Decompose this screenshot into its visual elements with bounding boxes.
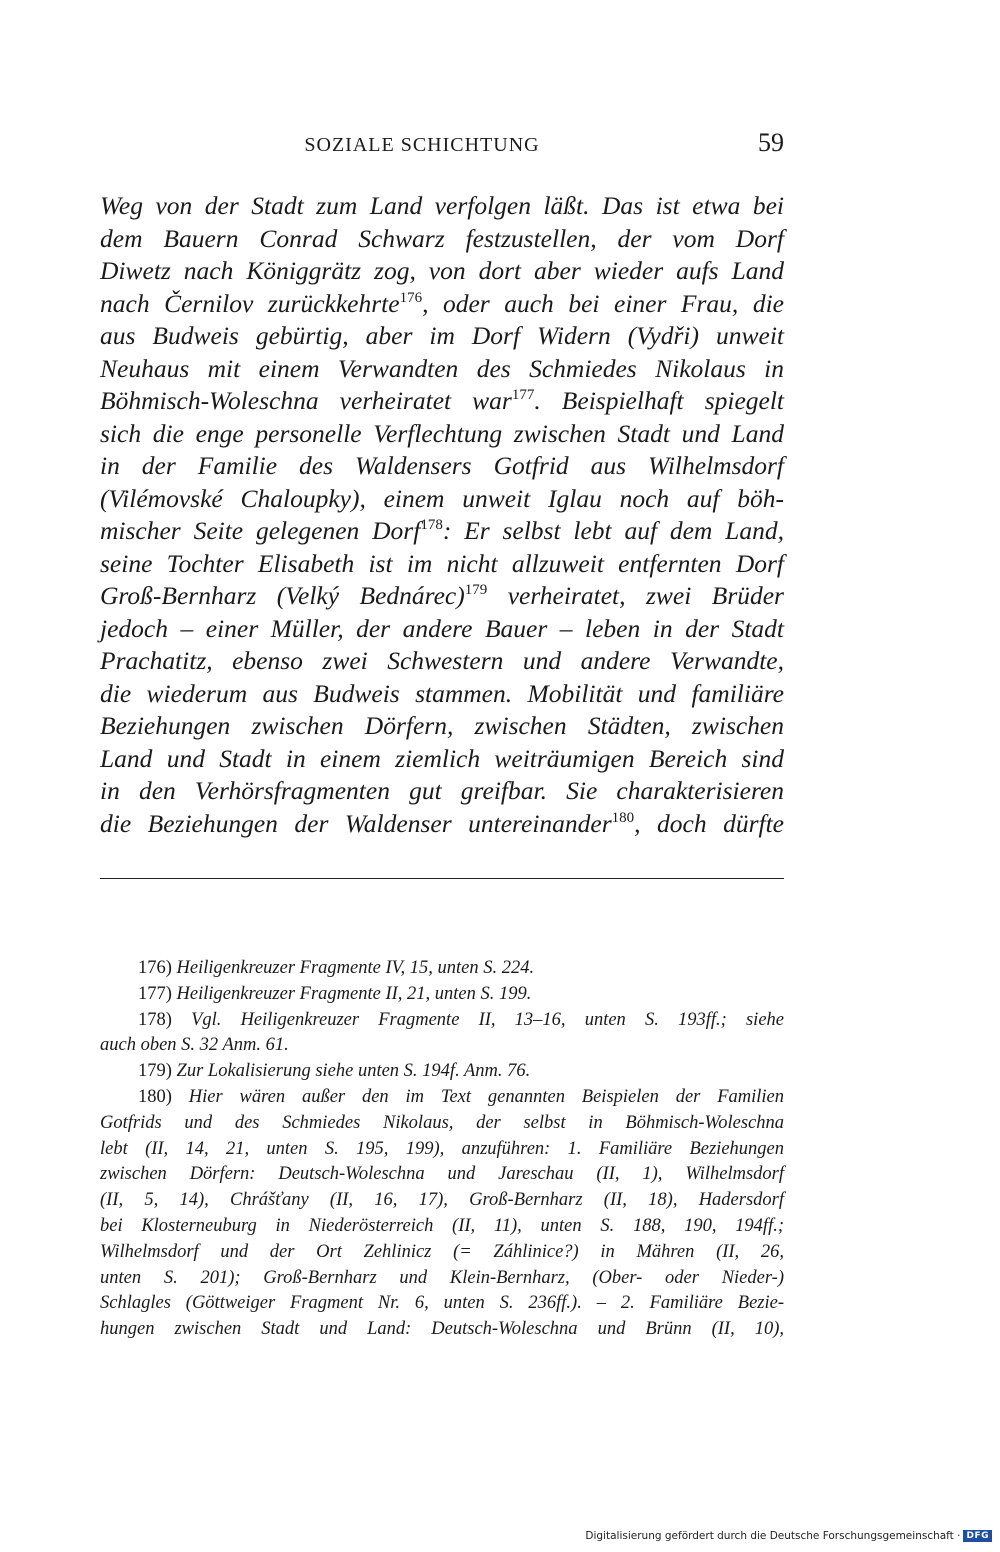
body-line	[100, 385, 784, 418]
body-line-text: Groß-Bernharz (Velký Bednárec)	[100, 581, 465, 610]
body-line-text: in der Familie des Waldensers Gotfrid aus Wilhelmsdorf	[100, 451, 784, 480]
body-line-text: nach Černilov zurückkehrte	[100, 288, 400, 318]
digitization-credit	[585, 1530, 992, 1542]
body-line	[100, 808, 784, 841]
body-line-text: Weg von der Stadt zum Land verfolgen läßt. Das ist etwa bei	[100, 191, 784, 220]
footnote-line	[100, 1291, 784, 1317]
body-line	[100, 743, 784, 776]
body-line-text: die wiederum aus Budweis stammen. Mobilität und familiäre	[100, 678, 784, 708]
body-line	[100, 353, 784, 386]
body-line	[100, 678, 784, 711]
body-line	[100, 580, 784, 613]
body-line-text: Land und Stadt in einem ziemlich weiträumigen Bereich sind	[100, 743, 784, 773]
footnote-line	[100, 1266, 784, 1292]
body-line	[100, 645, 784, 678]
footnote-line	[100, 956, 784, 982]
footnote-number: 179)	[138, 1061, 172, 1082]
footnote-reference: 178	[420, 517, 443, 533]
body-line-text: jedoch – einer Müller, der andere Bauer – leben in der Stadt	[100, 613, 784, 643]
footnotes	[100, 956, 784, 1343]
footnote-line	[100, 1137, 784, 1163]
footnote-text: zwischen Dörfern: Deutsch-Woleschna und Jareschau (II, 1), Wilhelmsdorf	[100, 1164, 784, 1185]
footnote-line	[100, 1111, 784, 1137]
body-line	[100, 288, 784, 321]
body-line	[100, 483, 784, 516]
footnote-text: Heiligenkreuzer Fragmente IV, 15, unten S. 224.	[176, 958, 535, 978]
footnote-text: Heiligenkreuzer Fragmente II, 21, unten S. 199.	[176, 983, 532, 1004]
footnote-text: lebt (II, 14, 21, unten S. 195, 199), anzuführen: 1. Familiäre Beziehungen	[100, 1138, 784, 1159]
body-line	[100, 548, 784, 581]
credit-text: Digitalisierung gefördert durch die Deutsche Forschungsgemeinschaft ·	[585, 1530, 961, 1542]
footnote-number: 178)	[138, 1009, 172, 1030]
body-line-text: in den Verhörsfragmenten gut greifbar. Sie charakterisieren	[100, 776, 784, 805]
footnote-text: (II, 5, 14), Chrášťany (II, 16, 17), Groß-Bernharz (II, 18), Hadersdorf	[100, 1190, 784, 1211]
footnote-line	[100, 1188, 784, 1214]
footnote-line	[100, 982, 784, 1008]
body-line-text: Prachatitz, ebenso zwei Schwestern und andere Verwandte,	[100, 646, 784, 675]
body-line	[100, 450, 784, 483]
body-line-text-after: : Er selbst lebt auf dem Land,	[442, 516, 784, 545]
footnote-reference: 176	[399, 289, 423, 306]
footnote-text: unten S. 201); Groß-Bernharz und Klein-Bernharz, (Ober- oder Nieder-)	[100, 1267, 784, 1288]
footnote-separator	[100, 878, 784, 879]
running-title: SOZIALE SCHICHTUNG	[304, 134, 540, 156]
footnote-text: hungen zwischen Stadt und Land: Deutsch-Woleschna und Brünn (II, 10),	[100, 1319, 784, 1340]
body-line-text: dem Bauern Conrad Schwarz festzustellen, der vom Dorf	[100, 223, 784, 253]
footnote-reference: 179	[464, 582, 488, 598]
footnote-number: 177)	[138, 983, 172, 1004]
body-line	[100, 223, 784, 256]
footnote-line	[100, 1214, 784, 1240]
footnote-line	[100, 1317, 784, 1343]
footnote-line	[100, 1033, 784, 1059]
body-line-text-after: . Beispielhaft spiegelt	[534, 386, 785, 415]
body-line-text: mischer Seite gelegenen Dorf	[100, 516, 421, 545]
body-line-text-after: verheiratet, zwei Brüder	[487, 581, 784, 610]
footnote-text: Wilhelmsdorf und der Ort Zehlinicz (= Záhlinice?) in Mähren (II, 26,	[100, 1241, 784, 1262]
footnote-line	[100, 1059, 784, 1085]
footnote-reference: 180	[611, 809, 635, 826]
body-line	[100, 255, 784, 288]
footnote-text: Schlagles (Göttweiger Fragment Nr. 6, unten S. 236ff.). – 2. Familiäre Bezie-	[100, 1293, 784, 1314]
body-line-text: Böhmisch-Woleschna verheiratet war	[100, 386, 512, 415]
footnote-line	[100, 1240, 784, 1266]
page-header	[100, 128, 784, 164]
footnote-line	[100, 1008, 784, 1034]
body-line-text-after: , doch dürfte	[634, 808, 784, 838]
body-line	[100, 190, 784, 223]
page-number: 59	[758, 128, 784, 157]
footnote-text: bei Klosterneuburg in Niederösterreich (II, 11), unten S. 188, 190, 194ff.;	[100, 1215, 784, 1236]
footnote-text: Vgl. Heiligenkreuzer Fragmente II, 13–16, unten S. 193ff.; siehe	[191, 1009, 784, 1030]
body-text	[100, 190, 784, 840]
body-line	[100, 418, 784, 451]
footnote-number: 176)	[138, 958, 172, 978]
footnote-line	[100, 1162, 784, 1188]
body-line-text: Neuhaus mit einem Verwandten des Schmiedes Nikolaus in	[100, 353, 784, 383]
body-line-text: aus Budweis gebürtig, aber im Dorf Widern (Vydři) unweit	[100, 321, 784, 350]
body-line-text: sich die enge personelle Verflechtung zwischen Stadt und Land	[100, 418, 784, 448]
footnote-text: Gotfrids und des Schmiedes Nikolaus, der selbst in Böhmisch-Woleschna	[100, 1112, 784, 1133]
body-line	[100, 320, 784, 353]
body-line	[100, 710, 784, 743]
footnote-text: auch oben S. 32 Anm. 61.	[100, 1035, 289, 1056]
body-line	[100, 613, 784, 646]
body-line-text: Beziehungen zwischen Dörfern, zwischen Städten, zwischen	[100, 711, 784, 740]
body-line-text: die Beziehungen der Waldenser untereinander	[100, 808, 612, 838]
footnote-line	[100, 1085, 784, 1111]
footnote-reference: 177	[511, 387, 535, 403]
body-line-text: seine Tochter Elisabeth ist im nicht allzuweit entfernten Dorf	[100, 548, 784, 578]
footnote-text: Zur Lokalisierung siehe unten S. 194f. Anm. 76.	[176, 1061, 531, 1082]
footnote-text: Hier wären außer den im Text genannten Beispielen der Familien	[188, 1086, 784, 1107]
body-line-text: (Vilémovské Chaloupky), einem unweit Iglau noch auf böh-	[100, 483, 784, 513]
footnote-number: 180)	[138, 1086, 172, 1107]
body-line	[100, 775, 784, 808]
body-line-text: Diwetz nach Königgrätz zog, von dort aber wieder aufs Land	[100, 256, 784, 285]
body-line-text-after: , oder auch bei einer Frau, die	[422, 288, 784, 318]
body-line	[100, 515, 784, 548]
dfg-logo: DFG	[963, 1530, 992, 1542]
